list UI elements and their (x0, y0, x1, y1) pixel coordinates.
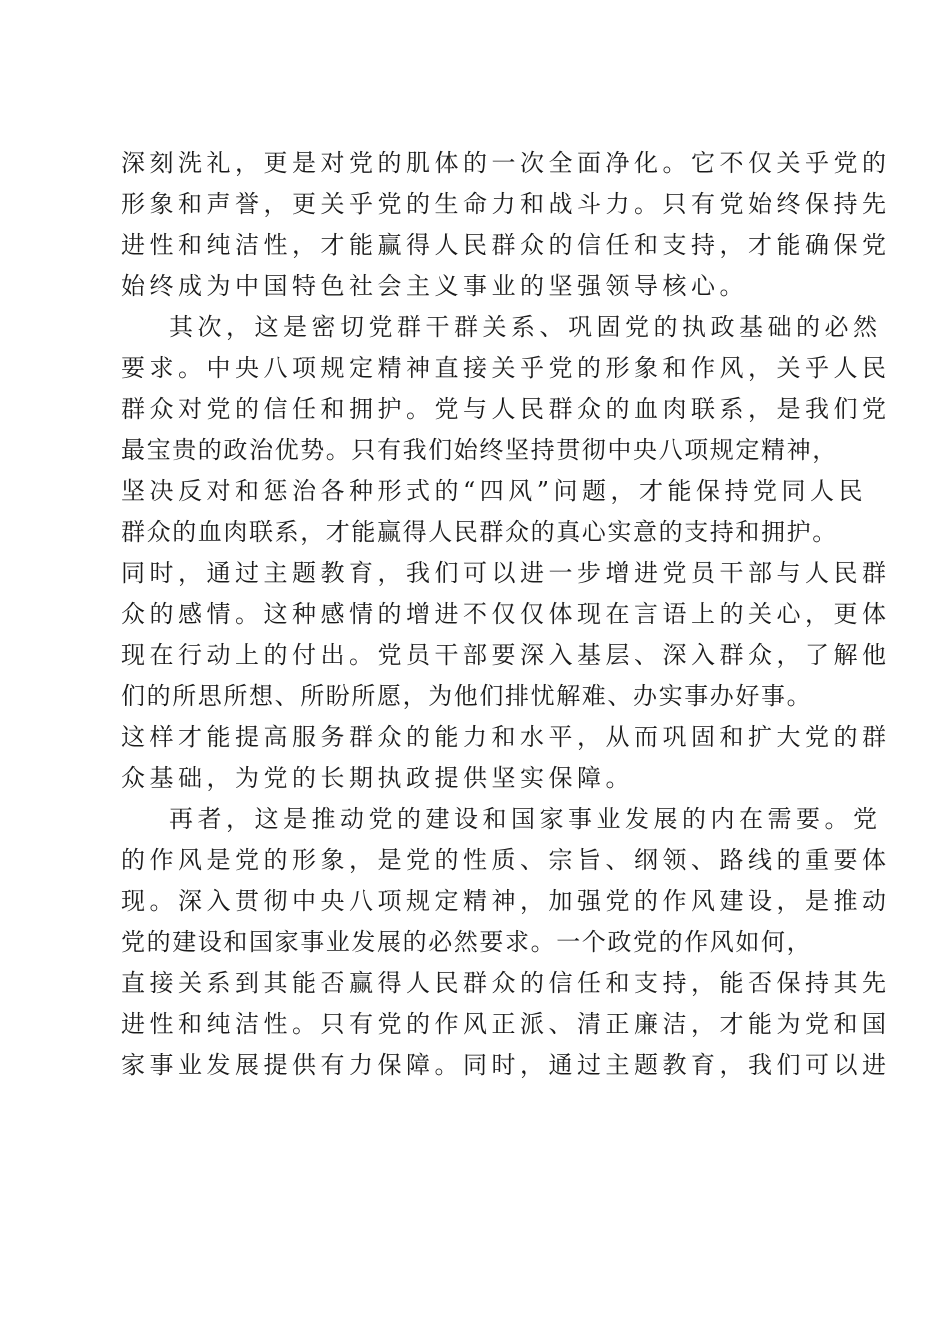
text-line: 这样才能提高服务群众的能力和水平，从而巩固和扩大党的群 (121, 723, 891, 751)
text-line: 家事业发展提供有力保障。同时，通过主题教育，我们可以进 (121, 1051, 891, 1079)
text-line: 群众对党的信任和拥护。党与人民群众的血肉联系，是我们党 (121, 395, 891, 423)
text-line: 进性和纯洁性，才能赢得人民群众的信任和支持，才能确保党 (121, 231, 891, 259)
text-line: 要求。中央八项规定精神直接关乎党的形象和作风，关乎人民 (121, 354, 891, 382)
paragraph-3 (121, 799, 891, 1086)
text-line: 最宝贵的政治优势。只有我们始终坚持贯彻中央八项规定精神， (121, 436, 838, 464)
text-line: 始终成为中国特色社会主义事业的坚强领导核心。 (121, 272, 748, 300)
text-line: 众基础，为党的长期执政提供坚实保障。 (121, 764, 634, 792)
text-line: 直接关系到其能否赢得人民群众的信任和支持，能否保持其先 (121, 969, 891, 997)
body-text (121, 143, 891, 1086)
text-line: 同时，通过主题教育，我们可以进一步增进党员干部与人民群 (121, 559, 891, 587)
text-line: 形象和声誉，更关乎党的生命力和战斗力。只有党始终保持先 (121, 190, 891, 218)
text-line: 进性和纯洁性。只有党的作风正派、清正廉洁，才能为党和国 (121, 1010, 891, 1038)
text-line: 现在行动上的付出。党员干部要深入基层、深入群众，了解他 (121, 641, 891, 669)
paragraph-1 (121, 143, 891, 307)
paragraph-2 (121, 307, 891, 799)
text-line: 党的建设和国家事业发展的必然要求。一个政党的作风如何， (121, 928, 813, 956)
text-line: 群众的血肉联系，才能赢得人民群众的真心实意的支持和拥护。 (121, 518, 838, 546)
text-line: 现。深入贯彻中央八项规定精神，加强党的作风建设，是推动 (121, 887, 891, 915)
text-line: 深刻洗礼，更是对党的肌体的一次全面净化。它不仅关乎党的 (121, 149, 891, 177)
text-line: 坚决反对和惩治各种形式的“四风”问题，才能保持党同人民 (121, 477, 868, 505)
text-line: 的作风是党的形象，是党的性质、宗旨、纲领、路线的重要体 (121, 846, 891, 874)
text-line: 众的感情。这种感情的增进不仅仅体现在言语上的关心，更体 (121, 600, 891, 628)
text-line: 其次，这是密切党群干群关系、巩固党的执政基础的必然 (169, 313, 882, 341)
text-line: 再者，这是推动党的建设和国家事业发展的内在需要。党 (169, 805, 882, 833)
text-line: 们的所思所想、所盼所愿，为他们排忧解难、办实事办好事。 (121, 682, 813, 710)
